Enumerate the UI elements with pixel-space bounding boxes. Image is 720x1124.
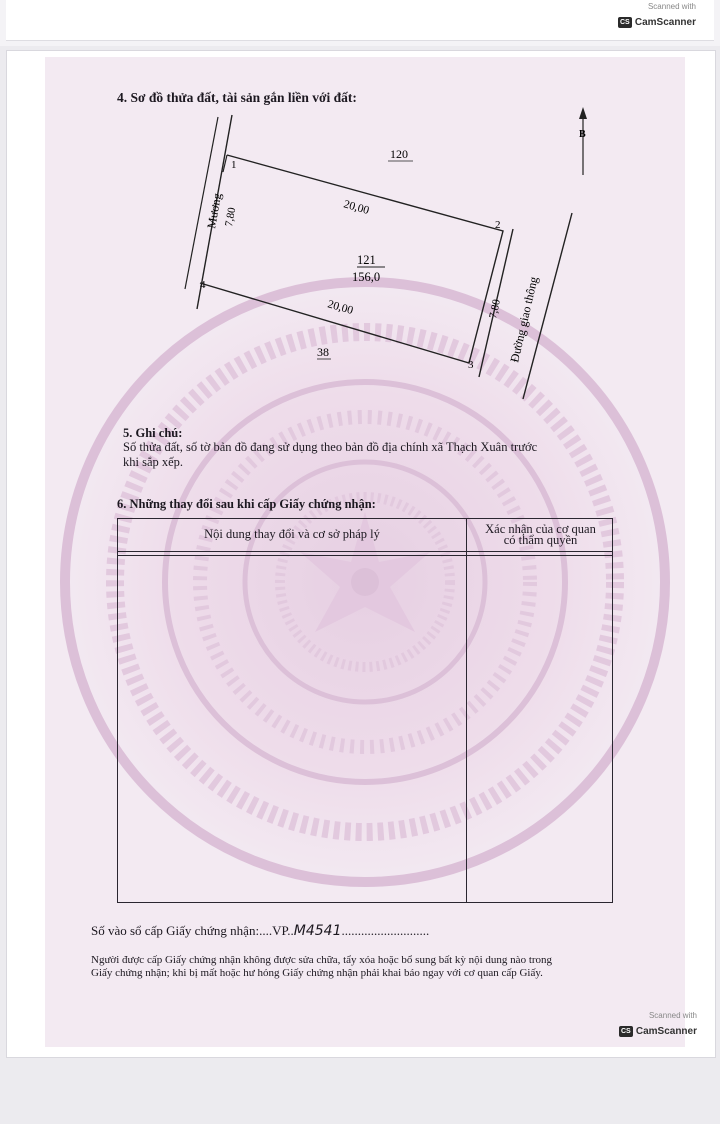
table-header-confirmation-line-2: có thẩm quyền [503, 533, 578, 547]
table-header-divider [118, 551, 612, 552]
camscanner-brand-text: CamScanner [634, 17, 696, 28]
vertex-4: 4 [200, 279, 206, 291]
registry-prefix: VP.. [272, 923, 294, 938]
section-4-title: 4. Sơ đồ thửa đất, tài sản gắn liền với đất: [117, 90, 357, 105]
camscanner-badge-bottom [619, 1011, 697, 1038]
vertex-2: 2 [495, 219, 501, 231]
canal-label: Mương [204, 192, 225, 230]
road-label: Đường giao thông [507, 275, 541, 364]
edge-right-length: 7,80 [487, 298, 503, 320]
edge-left-length: 7,80 [223, 206, 239, 228]
footer-note-line-2: Giấy chứng nhận; khi bị mất hoặc hư hỏng Giấy chứng nhận phải khai báo ngay với cơ quan cấp Giấy. [91, 967, 543, 979]
north-label: B [579, 129, 586, 140]
camscanner-badge-top [618, 2, 696, 29]
previous-page-edge [6, 0, 714, 41]
camscanner-logo-icon: CS [618, 17, 632, 28]
registry-number-line [91, 923, 429, 939]
section-5-note-line-2: khi sắp xếp. [123, 455, 184, 469]
parcel-number: 121 [357, 253, 376, 267]
table-header-confirmation-line-1: Xác nhận của cơ quan [485, 522, 596, 536]
camscanner-brand [618, 17, 696, 28]
parcel-area: 156,0 [352, 270, 381, 284]
neighbor-parcel-120: 120 [390, 147, 408, 161]
registry-label: Số vào sổ cấp Giấy chứng nhận:.... [91, 923, 273, 938]
vertex-3: 3 [468, 359, 474, 371]
camscanner-brand-text-bottom: CamScanner [635, 1026, 697, 1037]
section-5-note-line-1: Số thửa đất, số tờ bản đồ đang sử dụng theo bản đồ địa chính xã Thạch Xuân trước [123, 440, 538, 454]
registry-handwritten-number: M4541 [293, 923, 342, 939]
parcel-boundary [200, 155, 503, 363]
table-header-content: Nội dung thay đổi và cơ sở pháp lý [204, 527, 380, 541]
edge-top-length: 20,00 [342, 198, 371, 218]
north-arrow-icon [579, 107, 587, 119]
changes-table [117, 518, 613, 903]
scanned-with-text-bottom: Scanned with [648, 1011, 697, 1020]
footer-note-line-1: Người được cấp Giấy chứng nhận không được sửa chữa, tẩy xóa hoặc bổ sung bất kỳ nội dung nào trong [91, 954, 553, 966]
neighbor-parcel-38: 38 [317, 345, 329, 359]
camscanner-brand-bottom [619, 1026, 697, 1037]
table-column-divider [466, 519, 467, 902]
certificate-document [45, 57, 685, 1047]
scanned-page [6, 50, 716, 1058]
table-header-divider-double [118, 555, 612, 556]
edge-bottom-length: 20,00 [326, 298, 355, 318]
registry-trail: ........................... [341, 923, 430, 938]
section-5-title: 5. Ghi chú: [123, 426, 183, 440]
camscanner-logo-icon: CS [619, 1026, 633, 1037]
scanned-with-text: Scanned with [647, 2, 696, 11]
vertex-1: 1 [231, 159, 237, 171]
section-6-title: 6. Những thay đổi sau khi cấp Giấy chứng nhận: [117, 497, 376, 511]
